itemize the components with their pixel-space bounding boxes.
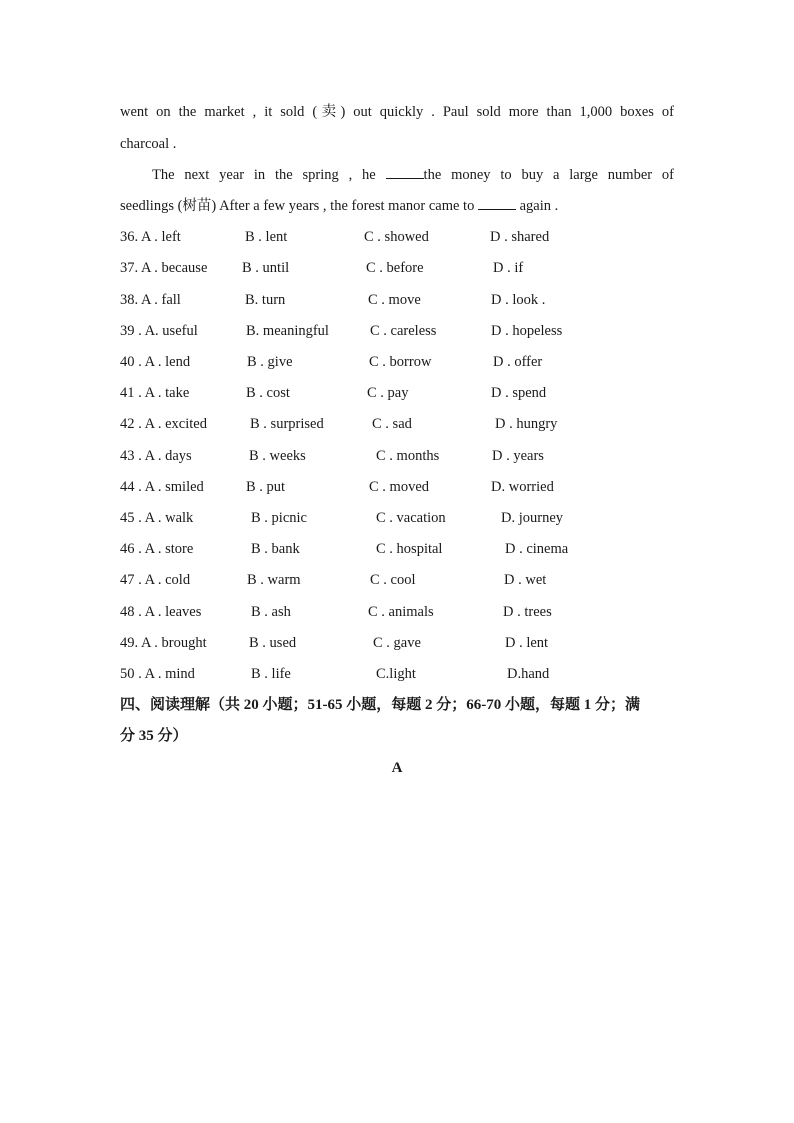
question-row [0, 291, 794, 309]
option-b: B . used [249, 635, 297, 651]
question-row [0, 353, 794, 371]
option-b: B. meaningful [246, 323, 329, 339]
question-row [0, 540, 794, 558]
option-b: B. turn [245, 292, 286, 308]
answer-blank [386, 166, 424, 179]
question-row [0, 634, 794, 652]
option-c: C . move [368, 292, 421, 308]
option-d: D. journey [501, 510, 564, 526]
option-c: C . borrow [369, 354, 432, 370]
question-row [0, 603, 794, 621]
option-b: B . until [242, 260, 290, 276]
option-c: C . pay [367, 385, 409, 401]
option-d: D . cinema [505, 541, 569, 557]
question-row [0, 259, 794, 277]
option-d: D . lent [505, 635, 549, 651]
option-a: 46 . A . store [120, 541, 194, 557]
passage-line-4: seedlings (树苗) After a few years , the forest manor came to again . [120, 198, 559, 214]
option-d: D . trees [503, 604, 552, 620]
option-c: C . vacation [376, 510, 446, 526]
question-row [0, 228, 794, 246]
option-d: D.hand [507, 666, 550, 682]
option-a: 48 . A . leaves [120, 604, 202, 620]
option-d: D . hopeless [491, 323, 563, 339]
option-a: 41 . A . take [120, 385, 190, 401]
answer-blank [478, 197, 516, 210]
question-row [0, 665, 794, 683]
option-b: B . cost [246, 385, 290, 401]
option-a: 37. A . because [120, 260, 208, 276]
section-heading: 四、阅读理解（共 20 小题；51-65 小题，每题 2 分；66-70 小题，每题 1 分；满 [120, 697, 640, 713]
question-row [0, 509, 794, 527]
option-a: 50 . A . mind [120, 666, 195, 682]
option-d: D . shared [490, 229, 550, 245]
option-a: 39 . A. useful [120, 323, 198, 339]
option-b: B . lent [245, 229, 288, 245]
option-b: B . warm [247, 572, 301, 588]
option-d: D . spend [491, 385, 547, 401]
question-row [0, 571, 794, 589]
option-c: C . gave [373, 635, 421, 651]
option-d: D . wet [504, 572, 547, 588]
part-label: A [391, 760, 403, 776]
option-b: B . surprised [250, 416, 324, 432]
option-c: C . animals [368, 604, 434, 620]
option-d: D . hungry [495, 416, 558, 432]
question-row [0, 478, 794, 496]
option-a: 36. A . left [120, 229, 181, 245]
passage-line-2: charcoal . [120, 136, 177, 152]
question-row [0, 322, 794, 340]
option-a: 45 . A . walk [120, 510, 194, 526]
option-c: C . before [366, 260, 424, 276]
option-c: C . hospital [376, 541, 443, 557]
option-a: 40 . A . lend [120, 354, 191, 370]
option-a: 44 . A . smiled [120, 479, 204, 495]
option-c: C . months [376, 448, 440, 464]
option-c: C . careless [370, 323, 437, 339]
option-c: C . moved [369, 479, 430, 495]
option-d: D . if [493, 260, 524, 276]
passage-line-3: The next year in the spring , he the money to buy a large number of [152, 167, 674, 183]
option-a: 42 . A . excited [120, 416, 207, 432]
option-d: D . offer [493, 354, 543, 370]
option-b: B . weeks [249, 448, 306, 464]
option-c: C . sad [372, 416, 412, 432]
question-row [0, 384, 794, 402]
option-b: B . life [251, 666, 291, 682]
option-b: B . put [246, 479, 286, 495]
option-b: B . picnic [251, 510, 307, 526]
question-row [0, 447, 794, 465]
option-a: 43 . A . days [120, 448, 192, 464]
option-d: D . look . [491, 292, 546, 308]
option-c: C . cool [370, 572, 416, 588]
option-d: D . years [492, 448, 544, 464]
option-c: C . showed [364, 229, 429, 245]
question-row [0, 415, 794, 433]
option-b: B . ash [251, 604, 291, 620]
option-a: 49. A . brought [120, 635, 207, 651]
option-c: C.light [376, 666, 416, 682]
option-d: D. worried [491, 479, 554, 495]
option-b: B . bank [251, 541, 300, 557]
section-heading-continued: 分 35 分） [120, 728, 188, 744]
option-a: 47 . A . cold [120, 572, 191, 588]
passage-line-1: went on the market , it sold (卖) out quickly . Paul sold more than 1,000 boxes of [120, 104, 675, 120]
option-b: B . give [247, 354, 293, 370]
option-a: 38. A . fall [120, 292, 181, 308]
